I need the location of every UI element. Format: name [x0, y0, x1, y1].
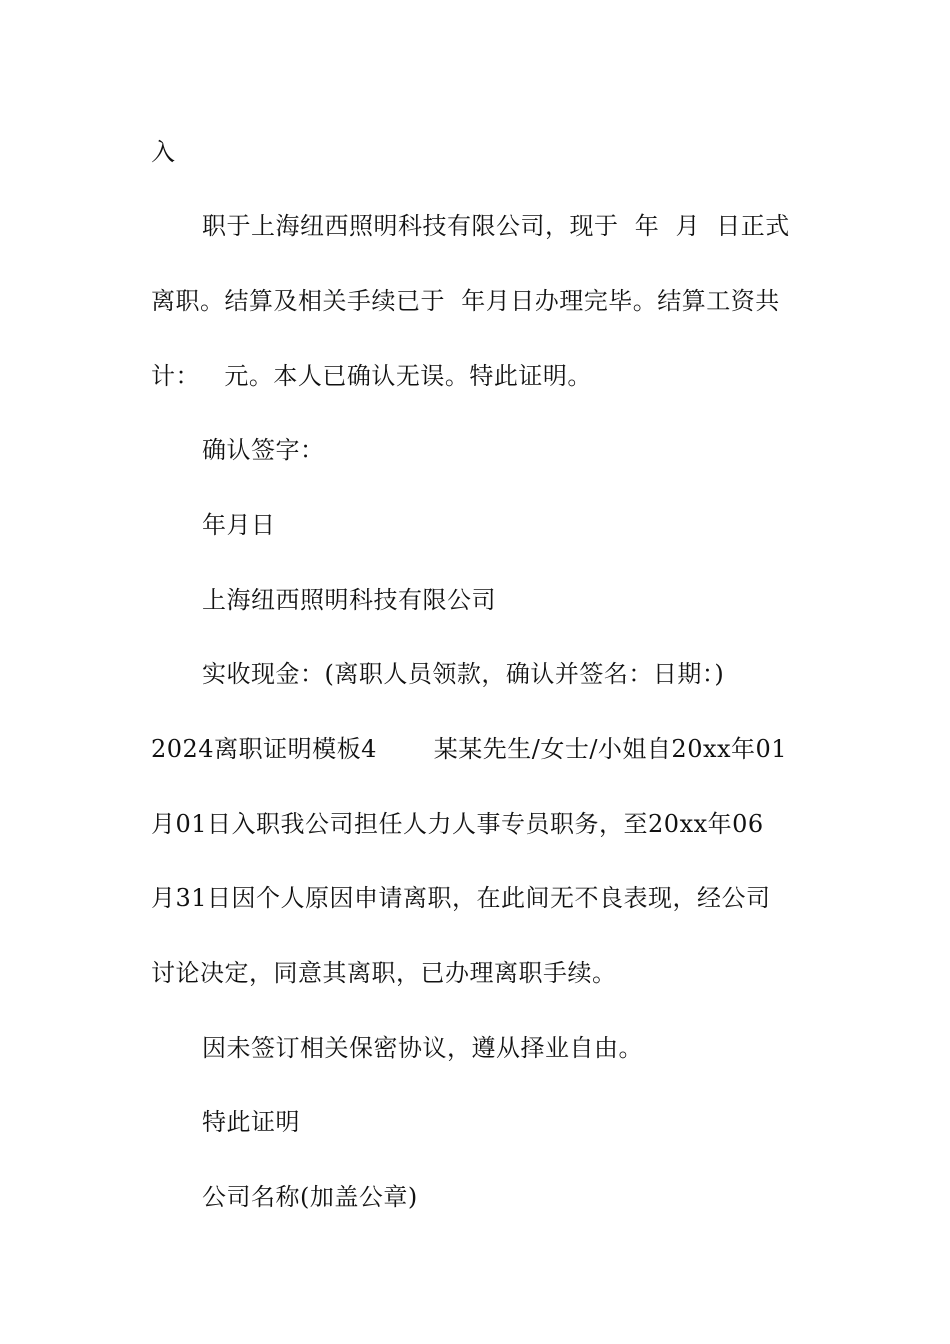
- text-line-10: 月01日入职我公司担任人力人事专员职务，至20xx年06: [151, 810, 764, 838]
- text-line-15: 公司名称(加盖公章): [202, 1183, 418, 1211]
- text-line-1: 入: [151, 138, 176, 166]
- text-line-3: 离职。结算及相关手续已于 年月日办理完毕。结算工资共: [151, 287, 780, 315]
- text-line-8: 实收现金：(离职人员领款，确认并签名：日期：): [202, 660, 725, 688]
- text-line-12: 讨论决定，同意其离职，已办理离职手续。: [151, 959, 617, 987]
- text-line-5: 确认签字：: [202, 436, 325, 464]
- text-line-13: 因未签订相关保密协议，遵从择业自由。: [202, 1034, 643, 1062]
- text-line-4: 计： 元。本人已确认无误。特此证明。: [151, 362, 592, 390]
- text-line-6: 年月日: [202, 511, 276, 539]
- text-line-11: 月31日因个人原因申请离职，在此间无不良表现，经公司: [151, 884, 771, 912]
- text-line-2: 职于上海纽西照明科技有限公司，现于 年 月 日正式: [202, 212, 790, 240]
- text-line-14: 特此证明: [202, 1108, 300, 1136]
- text-line-7: 上海纽西照明科技有限公司: [202, 586, 496, 614]
- text-line-9: 2024离职证明模板4 某某先生/女士/小姐自20xx年01: [151, 735, 788, 763]
